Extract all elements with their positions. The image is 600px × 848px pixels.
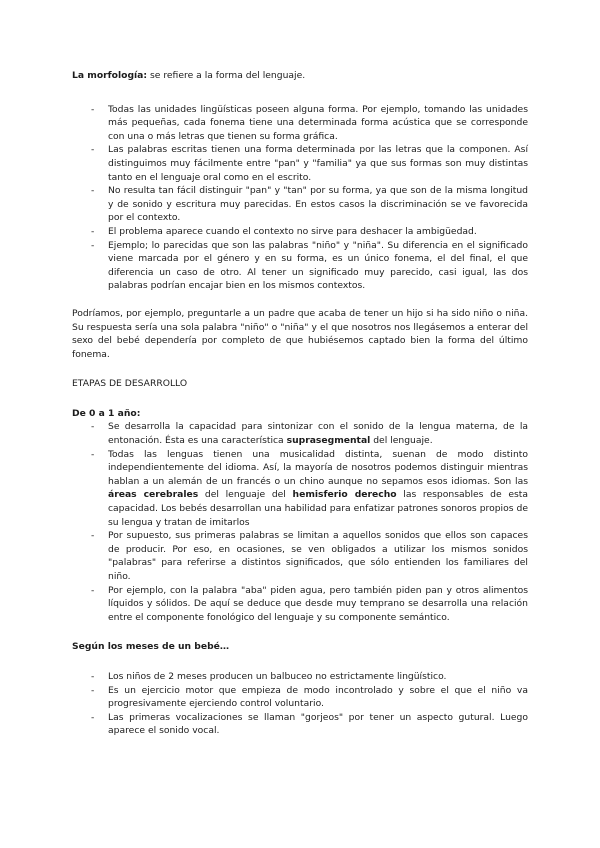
list-item [72,448,528,530]
age-list [72,420,528,624]
list-item: - Las primeras vocalizaciones se llaman "gorjeos" por tener un aspecto gutural. Luego aparece el sonido vocal. [72,711,528,738]
list-item: - No resulta tan fácil distinguir "pan" y "tan" por su forma, ya que son de la misma longitud y de sonido y escritura muy parecidas. En estos casos la discriminación se ve favorecida por el contexto. [72,184,528,225]
list-item: - El problema aparece cuando el contexto no sirve para deshacer la ambigüedad. [72,225,528,239]
list-item: - Las palabras escritas tienen una forma determinada por las letras que la componen. Así distinguimos muy fácilmente entre "pan" y "familia" ya que sus formas son muy distintas tanto en el lenguaje oral como en el escrito. [72,143,528,184]
morphology-title: La morfología: [72,70,148,81]
list-item: - Por supuesto, sus primeras palabras se limitan a aquellos sonidos que ellos son capaces de producir. Por eso, en ocasiones, se ven obligados a utilizar los mismos sonidos "palabras" para referirse a distintos significados, que sólo entienden los familiares del niño. [72,529,528,583]
age-heading-label: De 0 a 1 año: [72,407,141,419]
list-item: - Es un ejercicio motor que empieza de modo incontrolado y sobre el que el niño va progresivamente ejerciendo control voluntario. [72,684,528,711]
list-item: - Los niños de 2 meses producen un balbuceo no estrictamente lingüístico. [72,670,528,684]
morphology-list [72,103,528,293]
item-text: Se desarrolla la capacidad para sintonizar con el sonido de la lengua materna, de la entonación. Ésta es una característica [108,421,528,447]
months-heading-label: Según los meses de un bebé… [72,641,230,653]
item-bold: áreas cerebrales [108,489,199,501]
months-list [72,670,528,738]
item-bold: hemisferio derecho [292,489,397,501]
document-content [72,69,528,738]
item-text: del lenguaje. [370,435,433,447]
item-text: Todas las lenguas tienen una musicalidad distinta, suenan de modo distinto independientemente del idioma. Así, la mayoría de nosotros podemos distinguir mientras hablan a un alemán de un francés o un chino aunque no sepamos esos idiomas. Son las [108,448,528,487]
section-heading: ETAPAS DE DESARROLLO [72,378,188,390]
item-bold: suprasegmental [286,435,371,447]
item-text: del lenguaje del [198,489,293,501]
item-text: las responsables de esta capacidad. Los bebés desarrollan una habilidad para enfatizar patrones sonoros propios de su lengua y tratan de imitarlos [108,489,528,528]
list-item [72,420,528,447]
list-item: - Por ejemplo, con la palabra "aba" piden agua, pero también piden pan y otros alimentos líquidos y sólidos. De aquí se deduce que desde muy temprano se desarrolla una relación entre el componente fonológico del lenguaje y su componente semántico. [72,584,528,625]
months-heading [72,640,528,654]
morphology-definition: se refiere a la forma del lenguaje. [147,70,306,81]
example-paragraph: Podríamos, por ejemplo, preguntarle a un padre que acaba de tener un hijo si ha sido niño o niña. Su respuesta sería una sola palabra "niño" o "niña" y el que nosotros nos llegásemos a enterar del sexo del bebé dependería por completo de que hubiésemos captado bien la forma del último fonema. [72,307,528,360]
list-item: - Ejemplo; lo parecidas que son las palabras "niño" y "niña". Su diferencia en el significado viene marcada por el género y en su forma, es un único fonema, el del final, el que diferencia un caso de otro. Al tener un significado muy parecido, casi igual, las dos palabras podrían encajar bien en los mismos contextos. [72,239,528,293]
age-heading [72,407,528,421]
intro-paragraph [72,69,528,83]
list-item: - Todas las unidades lingüísticas poseen alguna forma. Por ejemplo, tomando las unidades más pequeñas, cada fonema tiene una determinada forma acústica que se corresponde con una o más letras que tienen su forma gráfica. [72,103,528,144]
